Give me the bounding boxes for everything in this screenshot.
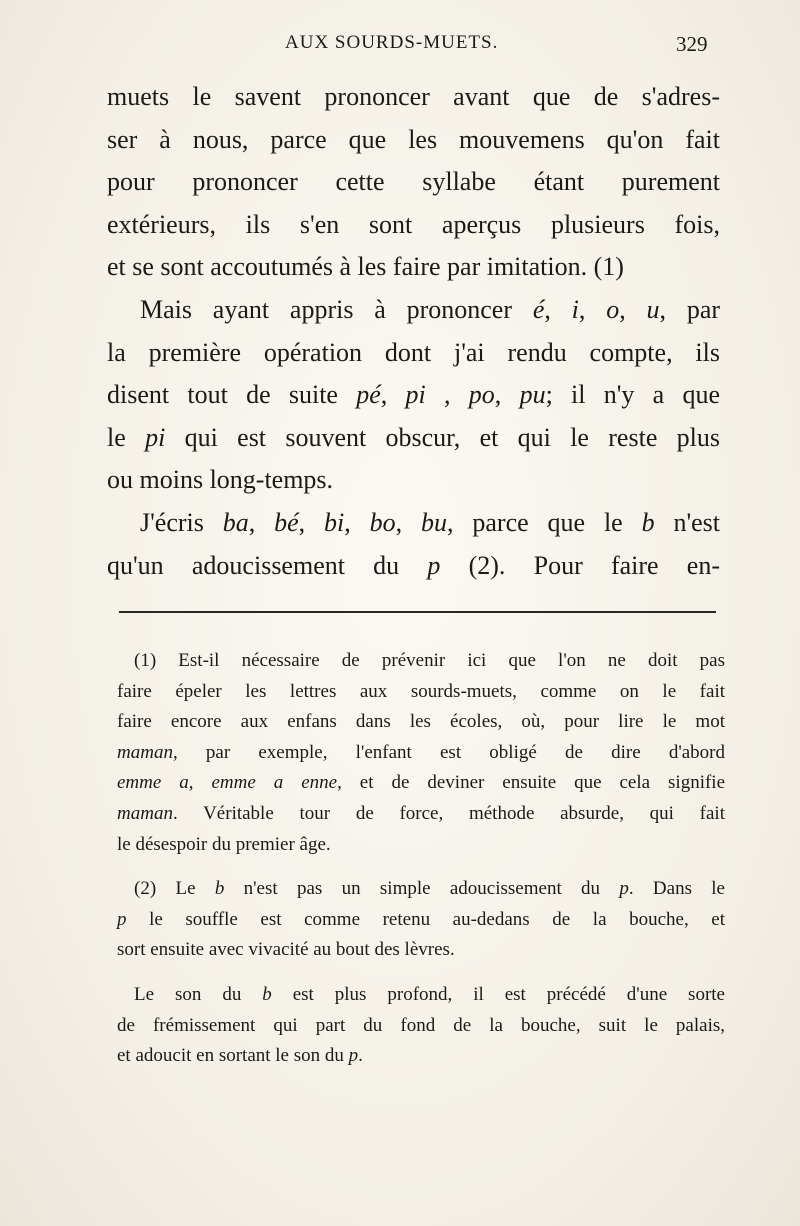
text-run: , xyxy=(619,294,647,324)
text-run: (2). Pour faire en- xyxy=(440,550,720,580)
footnote-line: (1) Est-il nécessaire de prévenir ici que l'on ne doit pas xyxy=(134,650,725,671)
italic-run: u xyxy=(646,294,660,324)
footnote-gap xyxy=(117,860,725,874)
footnote-line xyxy=(117,768,725,799)
footnote-line: faire épeler les lettres aux sourds-muets, comme on le fait xyxy=(117,680,725,702)
text-run: et adoucit en sortant le son du xyxy=(117,1045,349,1067)
body-line: et se sont accoutumés à les faire par imitation. (1) xyxy=(107,252,624,282)
text-run: , et de deviner ensuite que cela signifie xyxy=(337,772,726,794)
footnote-line: sort ensuite avec vivacité au bout des lèvres. xyxy=(117,939,455,961)
text-run: , xyxy=(425,380,469,410)
italic-run: p xyxy=(619,878,629,900)
text-run: Mais ayant appris à prononcer xyxy=(140,294,533,324)
italic-run: b xyxy=(641,507,655,537)
body-line xyxy=(107,374,720,417)
running-head xyxy=(0,32,800,62)
italic-run: bo xyxy=(369,507,396,537)
footnote-line xyxy=(117,738,725,769)
text-run: est plus profond, il est précédé d'une sorte xyxy=(271,983,725,1005)
italic-run: p xyxy=(427,550,441,580)
italic-run: é xyxy=(532,294,545,324)
text-run: , xyxy=(380,380,406,410)
italic-run: pu xyxy=(519,380,546,410)
italic-run: pi xyxy=(145,422,166,452)
text-run: , xyxy=(494,380,520,410)
text-run: , xyxy=(544,294,572,324)
italic-run: p xyxy=(117,908,127,930)
body-line xyxy=(107,545,720,588)
footnote-line xyxy=(117,799,725,830)
italic-run: o xyxy=(606,294,620,324)
text-run: , xyxy=(578,294,607,324)
body-line xyxy=(107,417,720,460)
footnote-line xyxy=(117,980,725,1011)
italic-run: bi xyxy=(324,507,345,537)
footnote-divider xyxy=(119,611,716,613)
italic-run: b xyxy=(214,878,225,900)
text-run: le souffle est comme retenu au-dedans de la bouche, et xyxy=(126,908,725,930)
footnote-line xyxy=(117,874,725,905)
body-line xyxy=(107,502,720,545)
text-run: le xyxy=(107,422,146,452)
body-line: extérieurs, ils s'en sont aperçus plusieurs fois, xyxy=(107,209,720,239)
italic-run: p xyxy=(348,1045,359,1067)
text-run: , parce que le xyxy=(447,507,642,537)
footnotes xyxy=(117,646,725,1072)
text-run: , xyxy=(298,507,325,537)
text-run: disent tout de suite xyxy=(107,380,357,410)
italic-run: bé xyxy=(274,507,299,537)
footnote-line xyxy=(117,905,725,936)
body-line: ser à nous, parce que les mouvemens qu'on fait xyxy=(107,124,720,154)
page-number: 329 xyxy=(676,32,708,56)
italic-run: b xyxy=(262,983,272,1005)
text-run: qui est souvent obscur, et qui le reste plus xyxy=(165,422,721,452)
text-run: , par exemple, l'enfant est obligé de dire d'abord xyxy=(172,741,725,763)
footnote-line: le désespoir du premier âge. xyxy=(117,833,331,855)
text-run: ; il n'y a que xyxy=(545,380,721,410)
italic-run: maman xyxy=(117,741,173,763)
body-line: pour prononcer cette syllabe étant purement xyxy=(107,167,720,197)
main-text xyxy=(107,76,720,587)
italic-run: emme a, emme a enne xyxy=(117,772,338,794)
text-run: , xyxy=(344,507,370,537)
italic-run: bu xyxy=(421,507,448,537)
italic-run: pi xyxy=(405,380,426,410)
italic-run: po xyxy=(468,380,495,410)
running-title: AUX SOURDS-MUETS. xyxy=(285,32,499,53)
text-run: , xyxy=(248,507,275,537)
italic-run: i xyxy=(571,294,579,324)
text-run: . xyxy=(358,1045,363,1067)
italic-run: maman xyxy=(117,802,173,824)
text-run: (2) Le xyxy=(134,878,215,900)
text-run: , xyxy=(395,507,422,537)
body-line: ou moins long-temps. xyxy=(107,465,334,495)
body-line xyxy=(107,289,720,332)
italic-run: pé xyxy=(356,380,381,410)
text-run: n'est pas un simple adoucissement du xyxy=(224,878,620,900)
text-run: n'est xyxy=(654,507,721,537)
text-run: . Dans le xyxy=(628,878,725,900)
footnote-gap xyxy=(117,966,725,980)
footnote-line xyxy=(117,1041,725,1072)
body-line: la première opération dont j'ai rendu compte, ils xyxy=(107,337,720,367)
text-run: . Véritable tour de force, méthode absurde, qui fait xyxy=(172,802,725,824)
text-run: , par xyxy=(659,294,721,324)
text-run: Le son du xyxy=(134,983,263,1005)
footnote-line: de frémissement qui part du fond de la bouche, suit le palais, xyxy=(117,1014,725,1036)
text-run: qu'un adoucissement du xyxy=(107,550,428,580)
italic-run: ba xyxy=(222,507,249,537)
body-line: muets le savent prononcer avant que de s'adres- xyxy=(107,82,720,111)
footnote-line: faire encore aux enfans dans les écoles, où, pour lire le mot xyxy=(117,711,725,733)
text-run: J'écris xyxy=(140,507,223,537)
